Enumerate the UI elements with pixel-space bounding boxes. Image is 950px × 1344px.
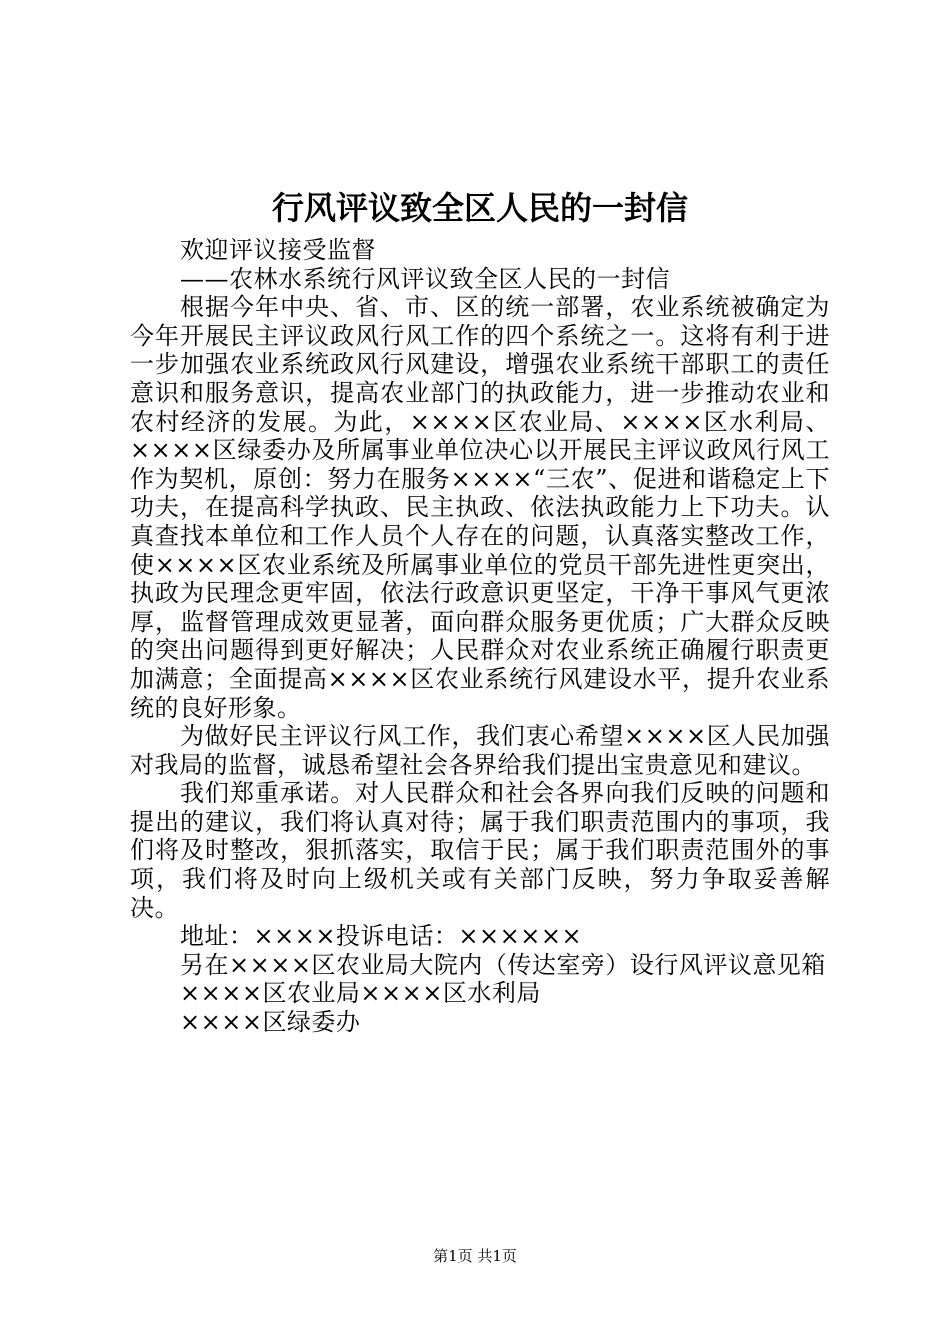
page-footer: 第1页 共1页 — [433, 1247, 517, 1265]
subtitle-welcome: 欢迎评议接受监督 — [180, 236, 376, 264]
paragraph-commitment: 我们郑重承诺。对人民群众和社会各界向我们反映的问题和提出的建议，我们将认真对待；属于我们职责范围内的事项，我们将及时整改，狠抓落实，取信于民；属于我们职责范围外的事项，我们将及时向上级机关或有关部门反映，努力争取妥善解决。 — [130, 779, 830, 922]
document-body — [130, 236, 830, 1037]
document-title: 行风评议致全区人民的一封信 — [271, 189, 688, 227]
signature-greening-office: ××××区绿委办 — [180, 1008, 361, 1037]
signature-bureaus: ××××区农业局××××区水利局 — [180, 979, 541, 1008]
contact-info: 地址：××××投诉电话：×××××× — [180, 922, 583, 951]
paragraph-supervision: 为做好民主评议行风工作，我们衷心希望××××区人民加强对我局的监督，诚恳希望社会各界给我们提出宝贵意见和建议。 — [130, 722, 830, 779]
suggestion-box-info: 另在××××区农业局大院内（传达室旁）设行风评议意见箱 — [180, 950, 826, 979]
paragraph-main: 根据今年中央、省、市、区的统一部署，农业系统被确定为今年开展民主评议政风行风工作的四个系统之一。这将有利于进一步加强农业系统政风行风建设，增强农业系统干部职工的责任意识和服务意识，提高农业部门的执政能力，进一步推动农业和农村经济的发展。为此，××××区农业局、××××区水利局、××××区绿委办及所属事业单位决心以开展民主评议政风行风工作为契机，原创：努力在服务××××“三农”、促进和谐稳定上下功夫，在提高科学执政、民主执政、依法执政能力上下功夫。认真查找本单位和工作人员个人存在的问题，认真落实整改工作，使××××区农业系统及所属事业单位的党员干部先进性更突出，执政为民理念更牢固，依法行政意识更坚定，干净干事风气更浓厚，监督管理成效更显著，面向群众服务更优质；广大群众反映的突出问题得到更好解决；人民群众对农业系统正确履行职责更加满意；全面提高××××区农业系统行风建设水平，提升农业系统的良好形象。 — [130, 293, 830, 722]
subtitle-letter: ——农林水系统行风评议致全区人民的一封信 — [180, 264, 670, 293]
